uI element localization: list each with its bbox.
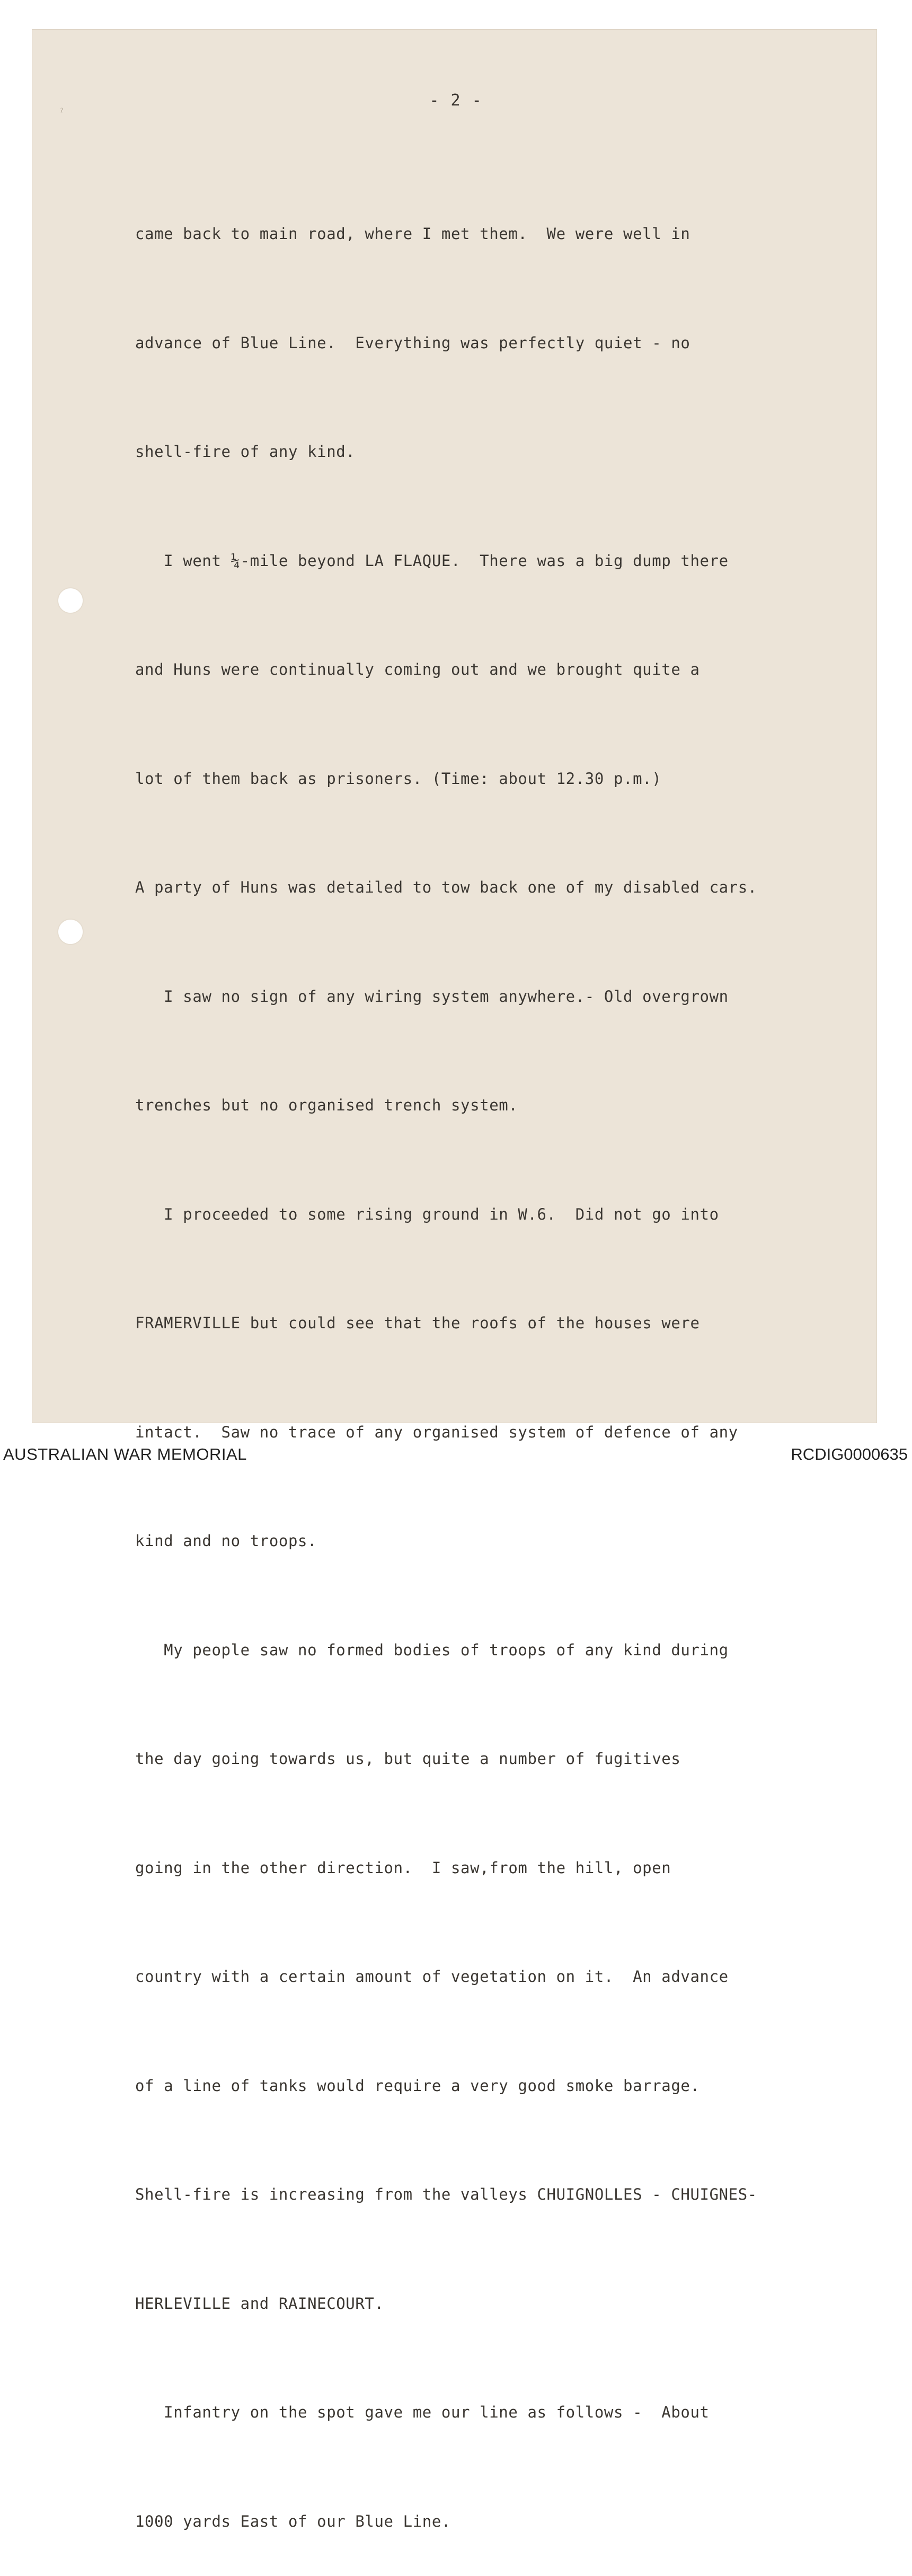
text-line: I went ¼-mile beyond LA FLAQUE. There was a big dump there <box>135 551 729 570</box>
text-line: the day going towards us, but quite a number of fugitives <box>135 1750 681 1768</box>
punch-hole <box>58 588 83 613</box>
text-line: My people saw no formed bodies of troops of any kind during <box>135 1640 729 1659</box>
text-line: A party of Huns was detailed to tow back one of my disabled cars. <box>135 878 757 896</box>
text-line: HERLEVILLE and RAINECOURT. <box>135 2294 384 2313</box>
text-line: I saw no sign of any wiring system anywhere.- Old overgrown <box>135 987 729 1005</box>
footer-record-id: RCDIG0000635 <box>791 1445 908 1463</box>
text-line: shell-fire of any kind. <box>135 443 356 461</box>
text-line: and Huns were continually coming out and we brought quite a <box>135 660 700 678</box>
punch-hole <box>58 920 83 944</box>
text-line: 1000 yards East of our Blue Line. <box>135 2512 451 2530</box>
text-line: came back to main road, where I met them. We were well in <box>135 225 690 243</box>
text-line: intact. Saw no trace of any organised system of defence of any <box>135 1423 738 1441</box>
text-line: kind and no troops. <box>135 1532 317 1550</box>
text-line: I proceeded to some rising ground in W.6. Did not go into <box>135 1205 719 1223</box>
text-line: lot of them back as prisoners. (Time: about 12.30 p.m.) <box>135 769 662 788</box>
typed-text-body <box>135 143 872 2576</box>
text-line: of a line of tanks would require a very good smoke barrage. <box>135 2076 700 2095</box>
pencil-mark: ˀ <box>60 106 64 119</box>
text-line: advance of Blue Line. Everything was perfectly quiet - no <box>135 333 690 352</box>
footer-institution: AUSTRALIAN WAR MEMORIAL <box>3 1445 247 1463</box>
text-line: Infantry on the spot gave me our line as follows - About <box>135 2403 710 2421</box>
page-number: - 2 - <box>429 91 483 110</box>
text-line: FRAMERVILLE but could see that the roofs of the houses were <box>135 1314 700 1332</box>
text-line: going in the other direction. I saw,from the hill, open <box>135 1858 671 1877</box>
text-line: country with a certain amount of vegetation on it. An advance <box>135 1968 729 1986</box>
text-line: Shell-fire is increasing from the valleys CHUIGNOLLES - CHUIGNES- <box>135 2185 757 2203</box>
text-line: trenches but no organised trench system. <box>135 1096 518 1114</box>
